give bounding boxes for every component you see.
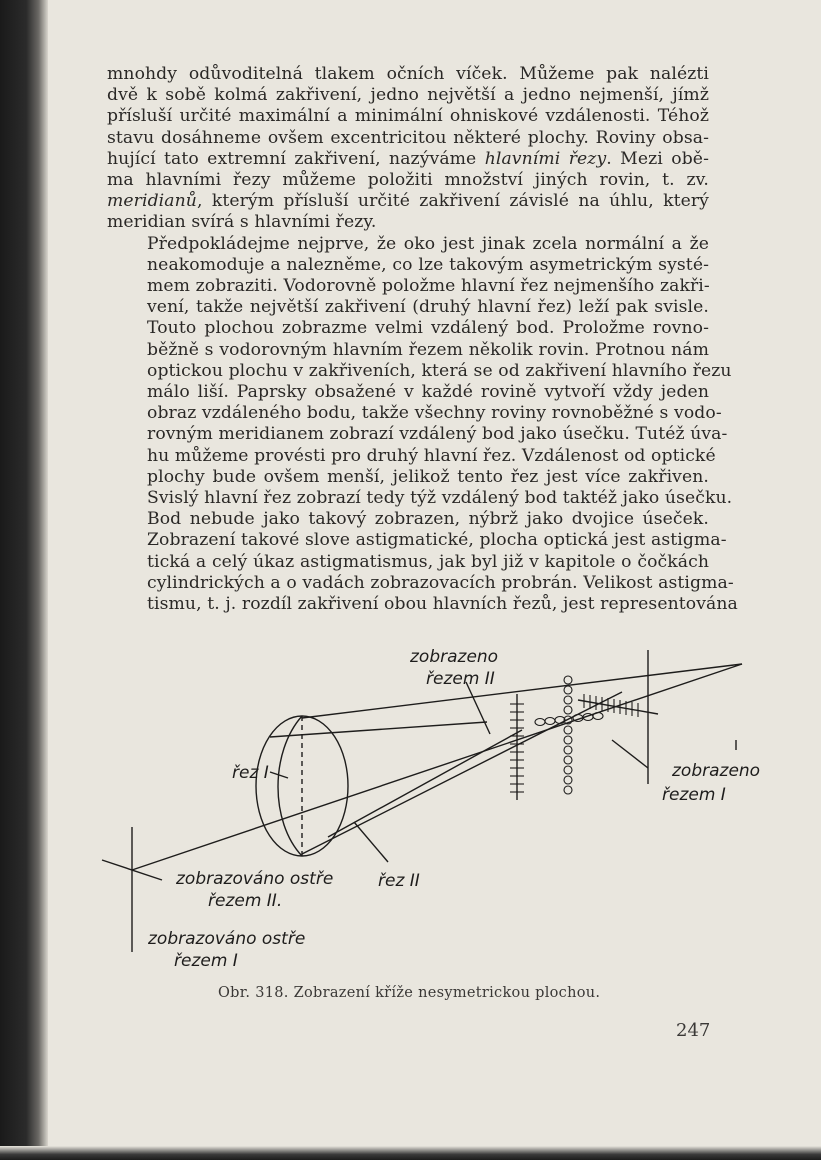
text-line: neakomoduje a nalezněme, co lze takovým asymetrickým systé- bbox=[147, 254, 709, 275]
label-lower-b-2: řezem I bbox=[174, 951, 238, 971]
text-line: cylindrických a o vadách zobrazovacích probrán. Velikost astigma- bbox=[147, 572, 734, 593]
label-lower-a-2: řezem II. bbox=[208, 891, 283, 911]
figure-diagram bbox=[92, 622, 792, 982]
term-hlavni-rezy: hlavními řezy bbox=[484, 148, 607, 169]
optical-axis bbox=[132, 664, 742, 870]
text-line: mem zobraziti. Vodorovně položme hlavní řez nejmenšího zakři- bbox=[147, 276, 710, 297]
paragraph-2 bbox=[107, 233, 738, 616]
text-line: meridian svírá s hlavními řezy. bbox=[107, 212, 377, 233]
astigmatism-figure bbox=[92, 622, 792, 982]
text-line: hující tato extremní zakřivení, nazýváme hlavními řezy. Mezi obě- bbox=[107, 148, 709, 169]
page-number: 247 bbox=[676, 1020, 711, 1041]
text-line: Svislý hlavní řez zobrazí tedy týž vzdálený bod taktéž jako úsečku. bbox=[147, 488, 733, 509]
text-line: obraz vzdáleného bodu, takže všechny roviny rovnoběžné s vodo- bbox=[147, 403, 722, 424]
paragraph-1 bbox=[107, 64, 709, 234]
text-line: dvě k sobě kolmá zakřivení, jedno největší a jedno nejmenší, jímž bbox=[107, 85, 709, 106]
text-line: meridianů, kterým přísluší určité zakřivení závislé na úhlu, který bbox=[107, 191, 709, 212]
text-line: Předpokládejme nejprve, že oko jest jinak zcela normální a že bbox=[147, 233, 709, 254]
page-bottom-edge bbox=[0, 1146, 821, 1160]
text-line: optickou plochu v zakřiveních, která se od zakřivení hlavního řezu bbox=[147, 360, 732, 381]
text-line: rovným meridianem zobrazí vzdálený bod jako úsečku. Tutéž úva- bbox=[147, 424, 728, 445]
text-line: Bod nebude jako takový zobrazen, nýbrž jako dvojice úseček. bbox=[147, 509, 709, 530]
text-line: ma hlavními řezy můžeme položiti množství jiných rovin, t. zv. bbox=[107, 170, 709, 191]
label-right-2: řezem I bbox=[662, 785, 726, 805]
figure-caption: Obr. 318. Zobrazení kříže nesymetrickou plochou. bbox=[218, 985, 601, 1001]
text-line: plochy bude ovšem menší, jelikož tento řez jest více zakřiven. bbox=[147, 466, 709, 487]
text-line: přísluší určité maximální a minimální ohniskové vzdálenosti. Téhož bbox=[107, 106, 709, 127]
blur-circles-vertical bbox=[564, 676, 572, 794]
rez-ii-leader bbox=[354, 822, 388, 862]
ray-lower-cone bbox=[328, 730, 522, 837]
text-line: Zobrazení takové slove astigmatické, plocha optická jest astigma- bbox=[147, 530, 727, 551]
text-line: mnohdy odůvoditelná tlakem očních víček. Můžeme pak nalézti bbox=[107, 64, 709, 84]
label-lower-a-1: zobrazováno ostře bbox=[176, 869, 334, 889]
label-rez-2: řez II bbox=[378, 871, 420, 891]
term-meridianu: meridianů bbox=[107, 191, 197, 212]
ray-top bbox=[302, 664, 742, 718]
text-line: vení, takže největší zakřivení (druhý hlavní řez) leží pak svisle. bbox=[147, 297, 709, 318]
text-line: běžně s vodorovným hlavním řezem několik rovin. Protnou nám bbox=[147, 339, 709, 360]
label-right-1: zobrazeno bbox=[672, 761, 761, 781]
text-line: Touto plochou zobrazme velmi vzdálený bod. Proložme rovno- bbox=[147, 318, 709, 339]
label-top-1: zobrazeno bbox=[410, 647, 499, 667]
text-line: málo liší. Paprsky obsažené v každé rovině vytvoří vždy jeden bbox=[147, 382, 709, 403]
body-text bbox=[107, 64, 738, 615]
label-top-2: řezem II bbox=[426, 669, 495, 689]
label-lower-b-1: zobrazováno ostře bbox=[148, 929, 306, 949]
text-line: hu můžeme provésti pro druhý hlavní řez. Vzdálenost od optické bbox=[147, 445, 716, 466]
right-label-leader bbox=[612, 740, 648, 768]
label-rez-1: řez I bbox=[232, 763, 269, 783]
text-line: tismu, t. j. rozdíl zakřivení obou hlavních řezů, jest representována bbox=[147, 594, 738, 615]
book-spine-shadow bbox=[0, 0, 48, 1160]
top-label-leader bbox=[466, 682, 490, 734]
text-line: stavu dosáhneme ovšem excentricitou některé plochy. Roviny obsa- bbox=[107, 127, 709, 148]
meridian-arc bbox=[278, 716, 302, 856]
text-line: tická a celý úkaz astigmatismus, jak byl již v kapitole o čočkách bbox=[147, 551, 709, 572]
